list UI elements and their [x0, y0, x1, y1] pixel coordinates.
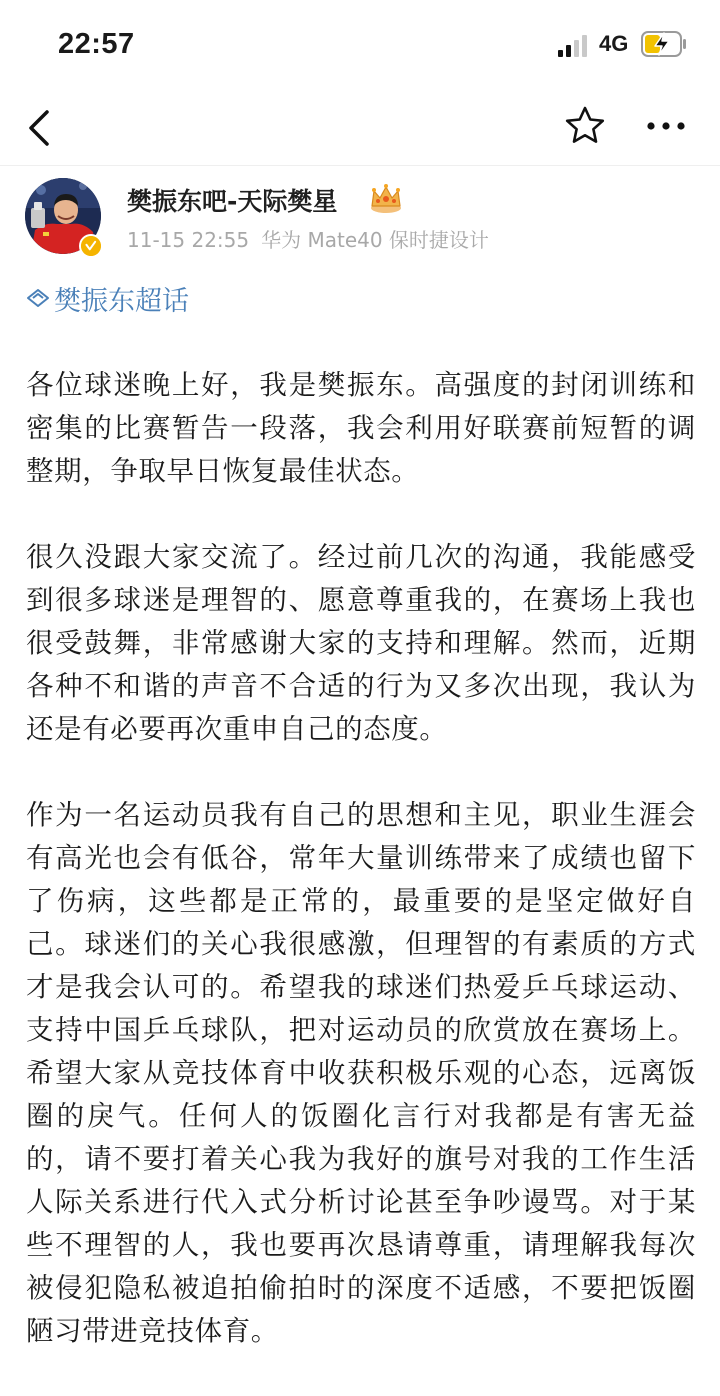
star-icon[interactable] [563, 104, 607, 148]
navigation-bar [0, 90, 720, 166]
status-time: 22:57 [58, 28, 135, 60]
post-paragraph: 各位球迷晚上好，我是樊振东。高强度的封闭训练和密集的比赛暂告一段落，我会利用好联赛前短暂的调整期，争取早日恢复最佳状态。 [26, 369, 696, 487]
post-body [26, 364, 696, 1396]
topic-tag[interactable] [26, 280, 189, 316]
signal-strength-icon [557, 35, 591, 57]
more-horizontal-icon[interactable] [644, 114, 688, 138]
post-paragraph: 很久没跟大家交流了。经过前几次的沟通，我能感受到很多球迷是理智的、愿意尊重我的，在赛场上我也很受鼓舞，非常感谢大家的支持和理解。然而，近期各种不和谐的声音不合适的行为又多次出现，我认为还是有必要再次重申自己的态度。 [26, 541, 696, 745]
post-paragraph: 作为一名运动员我有自己的思想和主见，职业生涯会有高光也会有低谷，常年大量训练带来了成绩也留下了伤病，这些都是正常的，最重要的是坚定做好自己。球迷们的关心我很感激，但理智的有素质的方式才是我会认可的。希望我的球迷们热爱乒乓球运动、支持中国乒乓球队，把对运动员的欣赏放在赛场上。希望大家从竞技体育中收获积极乐观的心态，远离饭圈的戾气。任何人的饭圈化言行对我都是有害无益的，请不要打着关心我为我好的旗号对我的工作生活人际关系进行代入式分析讨论甚至争吵谩骂。对于某些不理智的人，我也要再次恳请尊重，请理解我每次被侵犯隐私被追拍偷拍时的深度不适感，不要把饭圈陋习带进竞技体育。 [26, 799, 696, 1347]
author-name[interactable]: 樊振东吧-天际樊星 [127, 187, 338, 216]
network-type: 4G [599, 31, 629, 56]
post-header [0, 166, 720, 276]
battery-charging-icon [641, 31, 687, 57]
post-time: 11-15 22:55 [127, 228, 250, 252]
author-avatar[interactable] [25, 178, 101, 254]
super-topic-diamond-icon [26, 288, 50, 308]
chevron-left-icon[interactable] [22, 108, 58, 148]
post-meta [127, 224, 489, 253]
crown-icon [368, 182, 404, 214]
post-device: 华为 Mate40 保时捷设计 [261, 228, 489, 252]
status-bar [0, 0, 720, 90]
verified-badge-icon [79, 234, 103, 258]
topic-label: 樊振东超话 [54, 285, 189, 317]
